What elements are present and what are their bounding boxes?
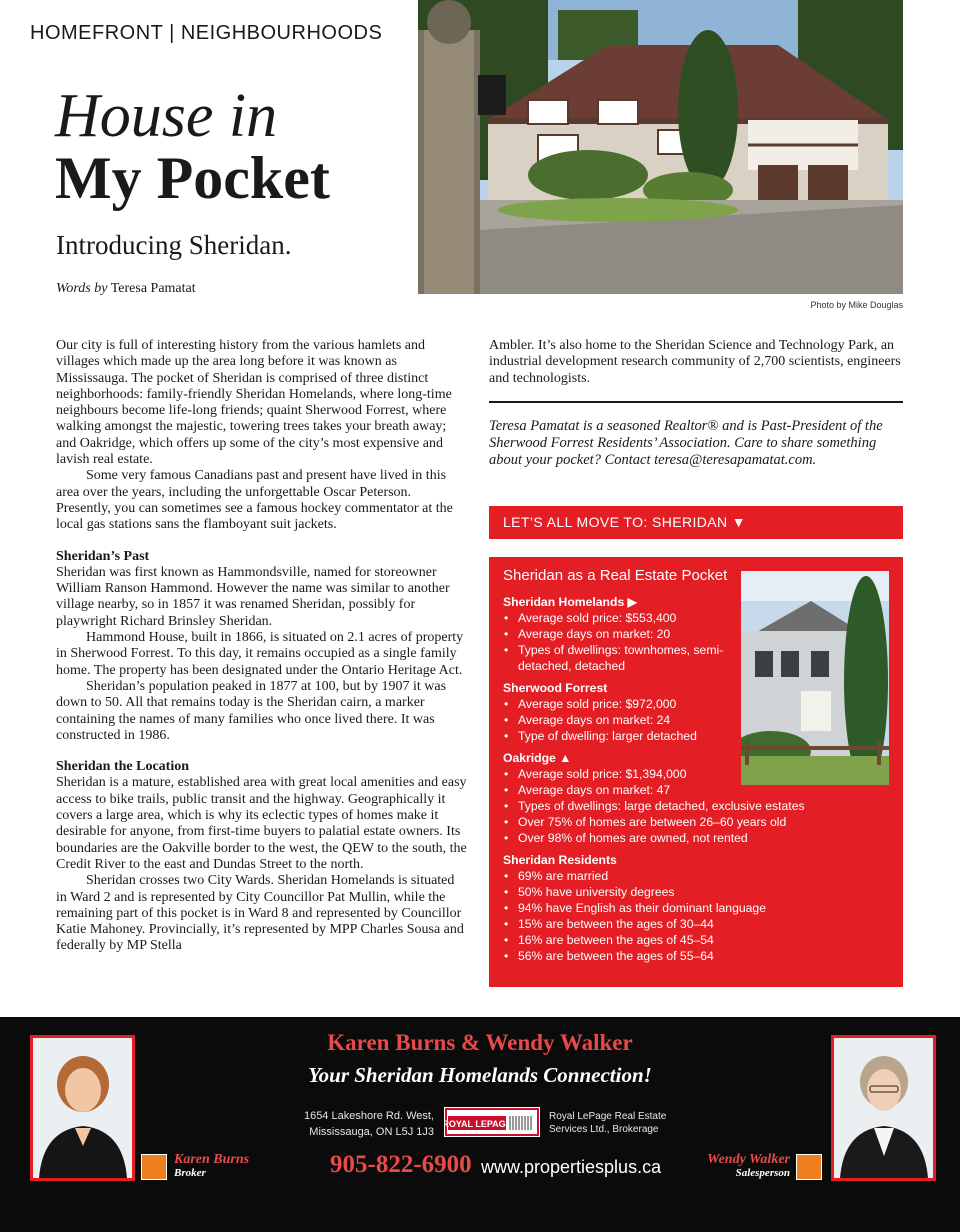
byline-author: Teresa Pamatat	[110, 281, 196, 296]
stats-group-heading: Sherwood Forrest	[503, 681, 608, 695]
stats-item: • Average days on market: 20	[503, 626, 733, 642]
stats-item: • Average sold price: $553,400	[503, 610, 733, 626]
article-paragraph: Ambler. It’s also home to the Sheridan Science and Technology Park, an industrial development research community of 2,700 scientists, engineers and technologists.	[489, 338, 901, 386]
realtor-badge-icon	[141, 1154, 167, 1180]
photo-credit: Photo by Mike Douglas	[810, 300, 903, 310]
stats-item: • 69% are married	[503, 868, 893, 884]
stats-item: • Types of dwellings: townhomes, semi-detached, detached	[503, 642, 733, 674]
stats-item: • 50% have university degrees	[503, 884, 893, 900]
article-column-right	[489, 338, 903, 387]
section-heading: Sheridan’s Past	[56, 548, 150, 564]
stats-item: • 15% are between the ages of 30–44	[503, 916, 893, 932]
brokerage-line: Royal LePage Real Estate	[549, 1111, 667, 1122]
divider	[489, 401, 903, 403]
stats-item: • Type of dwelling: larger detached	[503, 728, 733, 744]
agent-photo-karen	[30, 1035, 135, 1181]
article-paragraph: Hammond House, built in 1866, is situated on 2.1 acres of property in Sherwood Forrest. To this day, it remains occupied as a single family home. The property has been designated under the Ontario Heritage Act.	[56, 630, 464, 678]
brokerage-line: Services Ltd., Brokerage	[549, 1124, 659, 1135]
article-column-left	[56, 338, 468, 955]
byline	[56, 281, 196, 297]
stats-item: • Over 98% of homes are owned, not rented	[503, 830, 893, 846]
stats-list	[503, 868, 893, 964]
footer-tagline: Your Sheridan Homelands Connection!	[308, 1063, 652, 1087]
stats-body	[503, 594, 893, 970]
stats-item: • Over 75% of homes are between 26–60 years old	[503, 814, 893, 830]
stats-item: • 94% have English as their dominant language	[503, 900, 893, 916]
house-photo-illustration	[418, 0, 903, 294]
stats-group-heading: Oakridge ▲	[503, 751, 572, 765]
stats-title: Sheridan as a Real Estate Pocket	[503, 567, 728, 584]
website-link[interactable]: www.propertiesplus.ca	[481, 1157, 662, 1177]
stats-item: • Average sold price: $972,000	[503, 696, 733, 712]
agent-role: Salesperson	[735, 1167, 790, 1179]
article-paragraph: Sheridan crosses two City Wards. Sheridan Homelands is situated in Ward 2 and is represented by City Councillor Pat Mullin, while the remaining part of this pocket is in Ward 8 and represented by Councillor Katie Mahoney. Provincially, it’s represented by MPP Charles Sousa and federally by MP Stella	[56, 873, 464, 954]
stats-item: • 16% are between the ages of 45–54	[503, 932, 893, 948]
agent-label-right	[680, 1152, 790, 1179]
subtitle: Introducing Sheridan.	[56, 230, 292, 260]
title-line-2: My Pocket	[55, 145, 330, 211]
agent-photo-wendy	[831, 1035, 936, 1181]
stats-group-heading: Sheridan Residents	[503, 853, 617, 867]
section-tag: HOMEFRONT | NEIGHBOURHOODS	[30, 22, 383, 44]
move-to-banner: LET’S ALL MOVE TO: SHERIDAN ▼	[489, 506, 903, 539]
stats-group-heading: Sheridan Homelands ▶	[503, 595, 637, 609]
portrait-illustration	[33, 1038, 132, 1178]
logo-text: ROYAL LEPAGE	[444, 1119, 512, 1129]
article-paragraph: Our city is full of interesting history from the various hamlets and villages which made up the area long before it was known as Mississauga. The pocket of Sheridan is comprised of three distinct neighborhoods: family-friendly Sheridan Homelands, where long-time neighbours become life-long friends; quaint Sherwood Forrest, where walking amongst the majestic, towering trees takes your breath away; and Oakridge, which offers up some of the city’s most expensive and lavish real estate.	[56, 338, 452, 468]
footer-headline: Karen Burns & Wendy Walker	[327, 1030, 633, 1055]
agent-name: Wendy Walker	[707, 1152, 790, 1167]
stats-item: • Types of dwellings: large detached, exclusive estates	[503, 798, 893, 814]
article-paragraph: Some very famous Canadians past and present have lived in this area over the years, including the unforgettable Oscar Peterson. Presently, you can sometimes see a famous hockey commentator at the local gas stations sans the flamboyant suit jackets.	[56, 468, 453, 533]
phone-number: 905-822-6900	[330, 1151, 472, 1178]
stats-box	[489, 557, 903, 987]
royal-lepage-logo	[444, 1107, 540, 1137]
portrait-illustration	[834, 1038, 933, 1178]
agent-role: Broker	[174, 1167, 206, 1179]
realtor-badge-icon	[796, 1154, 822, 1180]
stats-item: • 56% are between the ages of 55–64	[503, 948, 893, 964]
byline-prefix: Words by	[56, 281, 108, 296]
stats-list	[503, 696, 733, 744]
article-paragraph: Sheridan was first known as Hammondsville, named for storeowner William Ranson Hammond. However the name was similar to another village nearby, so in 1857 it was renamed Sheridan, possibly for playwright Richard Brinsley Sheridan.	[56, 564, 450, 629]
address-line: Mississauga, ON L5J 1J3	[309, 1126, 434, 1138]
stats-list	[503, 766, 893, 846]
stats-item: • Average sold price: $1,394,000	[503, 766, 893, 782]
address-line: 1654 Lakeshore Rd. West,	[303, 1110, 434, 1122]
stats-item: • Average days on market: 24	[503, 712, 733, 728]
brokerage-name	[549, 1110, 666, 1136]
stats-item: • Average days on market: 47	[503, 782, 893, 798]
agent-label-left	[174, 1152, 249, 1179]
article-paragraph: Sheridan is a mature, established area with great local amenities and easy access to bike trails, public transit and the highway. Geographically it covers a large area, which is why its eclectic types of homes make it desirable for anyone, from first-time buyers to palatial estate owners. Its boundaries are the Oakville border to the west, the QEW to the south, the Credit River to the east and Dundas Street to the north.	[56, 775, 467, 872]
article-paragraph: Sheridan’s population peaked in 1877 at 100, but by 1907 it was down to 50. All that remains today is the Sheridan cairn, a marker containing the names of many families who once lived there. It was constructed in 1986.	[56, 678, 447, 743]
hero-photo	[418, 0, 903, 294]
section-heading: Sheridan the Location	[56, 759, 190, 775]
brand-logo	[444, 1107, 540, 1137]
author-bio: Teresa Pamatat is a seasoned Realtor® and is Past-President of the Sherwood Forrest Residents’ Association. Care to share something about your pocket? Contact teresa@teresapamatat.com.	[489, 418, 883, 468]
stats-list	[503, 610, 733, 674]
office-address	[290, 1108, 434, 1140]
agent-name: Karen Burns	[174, 1152, 250, 1167]
title-line-1: House in	[55, 82, 278, 150]
